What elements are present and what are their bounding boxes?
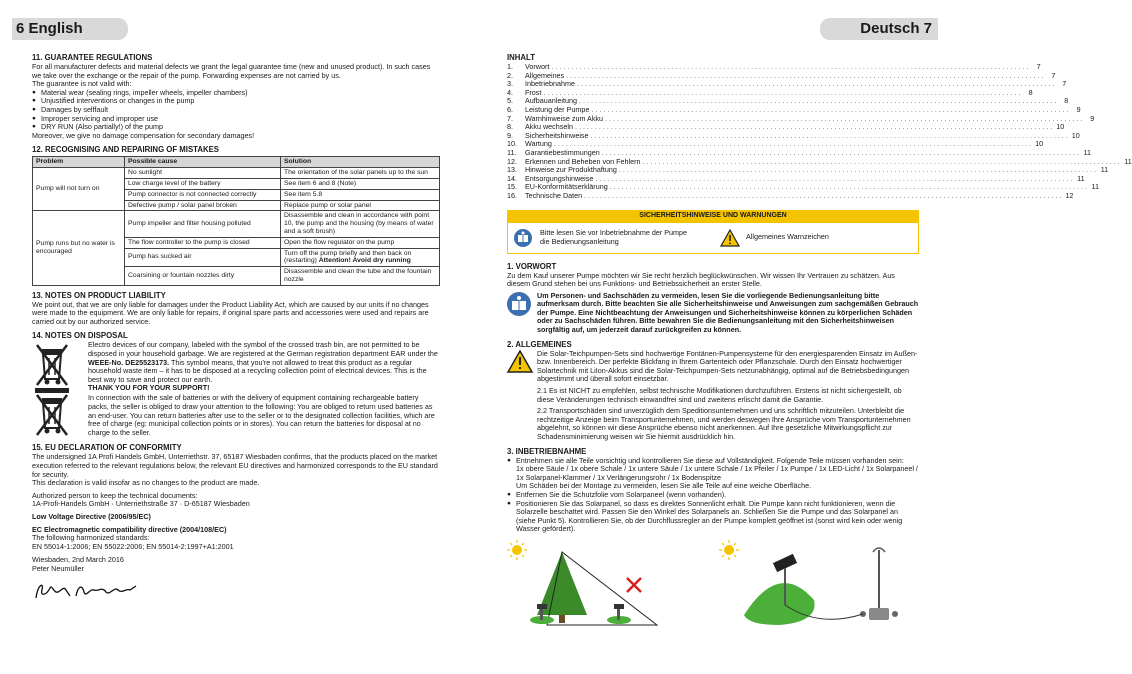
- s2-p3: 2.2 Transportschäden sind unverzüglich dem Speditionsunternehmen und uns schriftlich mitzuteilen. Unterbleibt die rechtzeitige Anzeige beim Transportunternehmen, und werden deswegen Ihre Ansprüche vom Transportunternehmen abgelehnt, so können wir diese Ansprüche ebenso nicht anerkennen. Auf Ihre gesetzliche Mitwirkungspflicht zur Schadensminimierung weisen wir Sie hiermit ausdrücklich hin.: [537, 406, 911, 441]
- toc-leader: . . . . . . . . . . . . . . . . . . . . . . . . . . . . . . . . . . . . . . . . . . . . . . . . . . . . . . . . . . . . . . . . . . . . . . . . . . . . . . . . . . . . . . . . . . . . . . . . . . . . . . . . . . . . . . . . . . . . . . . .: [574, 122, 1053, 132]
- signature-image: [32, 580, 142, 602]
- s1-bold: Um Personen- und Sachschäden zu vermeiden, lesen Sie die vorliegende Bedienungsanleitung bitte aufmerksam durch. Bitte beachten Sie alle Sicherheitshinweise und Anweisungen zum sachgemäßen Gebrauch der Pumpe. Eine Nichtbeachtung der Anweisungen und Sicherheitshinweise können zu körperlichen Schäden oder zu Sachschäden führen. Bitte bewahren Sie die Bedienungsanleitung mit den Sicherheitshinweisen sorgfältig auf, um jederzeit darauf zurückgreifen zu können.: [537, 290, 919, 335]
- table-of-contents: [507, 62, 1132, 201]
- toc-number: 5.: [507, 96, 513, 106]
- s3-note: Um Schäden bei der Montage zu vermeiden, lesen Sie alle Teile auf eine weiche Oberfläche.: [516, 481, 812, 491]
- s11-bullet: ● Damages by selffault: [32, 106, 440, 115]
- toc-title: Sicherheitshinweise: [525, 130, 589, 140]
- illustrations: [507, 540, 919, 630]
- cause-cell: Coarsining or fountain nozzles dirty: [125, 267, 281, 286]
- s15-p1: The undersigned 1A Profi Handels GmbH, Unterriethstr. 37, 65187 Wiesbaden confirms, that the products placed on the market execution referred to the relevant regulations below, the relevant EU directives and harmonized corresponds to the EU standard for security.: [32, 452, 438, 479]
- cause-cell: Pump has sucked air: [125, 248, 281, 267]
- toc-number: 16.: [507, 190, 517, 200]
- s2-p2: 2.1 Es ist NICHT zu empfehlen, selbst technische Modifikationen durchzuführen. Erstens ist nicht sichergestellt, ob diese Veränderungen technisch einwandfrei sind und zweitens erlischt damit die Garantie.: [537, 386, 902, 404]
- section-14-title: 14. NOTES ON DISPOSAL: [32, 331, 128, 341]
- inhalt-title: INHALT: [507, 53, 536, 62]
- toc-page: 11: [1091, 182, 1099, 192]
- read-manual-icon: [514, 229, 532, 247]
- toc-page: 10: [1071, 130, 1080, 140]
- toc-title: Technische Daten: [525, 190, 583, 200]
- s11-line-3: The guarantee is not valid with:: [32, 79, 132, 89]
- toc-title: Inbetriebnahme: [525, 79, 575, 89]
- toc-number: 1.: [507, 62, 513, 71]
- toc-number: 6.: [507, 104, 513, 114]
- solution-cell: See item 6 and 8 (Note): [281, 178, 440, 189]
- place-date: Wiesbaden, 2nd March 2016: [32, 555, 124, 565]
- toc-leader: . . . . . . . . . . . . . . . . . . . . . . . . . . . . . . . . . . . . . . . . . . . . . . . . . . . . . . . . . . . . . . . . . . . . . . . . . . . . . . . . . . . . . . . . . . . . . . . . . . . . . . . . . . . . . . . . . . . . . . . .: [543, 87, 1021, 97]
- toc-page: 7: [1062, 79, 1067, 89]
- problem-cell: Pump will not turn on: [33, 168, 125, 211]
- toc-page: 8: [1028, 87, 1033, 97]
- s11-bullet: ● Improper servicing and improper use: [32, 115, 440, 124]
- toc-number: 12.: [507, 156, 517, 166]
- table-row: [33, 211, 440, 237]
- thank-you: THANK YOU FOR YOUR SUPPORT!: [88, 383, 210, 393]
- solution-cell: See item 5.8: [281, 189, 440, 200]
- th-problem: Problem: [33, 157, 125, 168]
- toc-title: Allgemeines: [525, 70, 565, 80]
- disposal-battery: [32, 394, 440, 438]
- warning-text: Allgemeines Warnzeichen: [746, 232, 829, 242]
- cross-icon: [627, 578, 641, 592]
- solution-cell: The orientation of the solar panels up to the sun: [281, 168, 440, 179]
- section-11-title: 11. GUARANTEE REGULATIONS: [32, 53, 153, 62]
- s3-b1: Entnehmen sie alle Teile vorsichtig und kontrollieren Sie diese auf Vollständigkeit. Folgende Teile müssen vorhanden sein:: [516, 455, 904, 465]
- header-page-left: 6 English: [12, 18, 128, 40]
- s15-p2: This declaration is valid insofar as no changes to the product are made.: [32, 478, 260, 488]
- s11-footer: Moreover, we give no damage compensation for secondary damages!: [32, 130, 255, 140]
- toc-leader: . . . . . . . . . . . . . . . . . . . . . . . . . . . . . . . . . . . . . . . . . . . . . . . . . . . . . . . . . . . . . . . . . . . . . . . . . . . . . . . . . . . . . . . . . . . . . . . . . . . . . . . . . . . . . . . . . . . . . . . .: [551, 62, 1029, 71]
- toc-number: 9.: [507, 130, 513, 140]
- read-manual-icon: [507, 292, 531, 316]
- table-header-row: [33, 157, 440, 168]
- toc-number: 11.: [507, 147, 517, 157]
- cause-cell: Pump connector is not connected correctly: [125, 189, 281, 200]
- section-12-title: 12. RECOGNISING AND REPAIRING OF MISTAKES: [32, 145, 219, 155]
- cause-cell: Low charge level of the battery: [125, 178, 281, 189]
- toc-title: Leistung der Pumpe: [525, 104, 590, 114]
- solution-cell: Replace pump or solar panel: [281, 200, 440, 211]
- s3-b3: ● Positionieren Sie das Solarpanel, so dass es direktes Sonnenlicht erhält. Die Pumpe kann nicht funktionieren, wenn die Solarzelle beschattet wird. Passen Sie den Winkel des Solarpanels an. Schließen Sie die Pumpe und das Solarpanel an (siehe Punkt 5). Kontrollieren Sie, ob der Durchflussregler an der Pumpe komplett geöffnet ist (sonst wird kein oder wenig Wasser gefördert).: [507, 500, 919, 534]
- read-manual-text: Bitte lesen Sie vor Inbetriebnahme der Pumpe die Bedienungsanleitung: [540, 227, 688, 246]
- s11-bullets: [32, 89, 440, 132]
- disposal-p1: Electro devices of our company, labeled with the symbol of the crossed trash bin, are not permitted to be disposed in your household garbage. We are registered at the German registration department EAR under the: [88, 340, 438, 359]
- cause-cell: Defective pump / solar panel broken: [125, 200, 281, 211]
- english-column: [32, 48, 440, 604]
- sun-icon: [719, 540, 739, 560]
- disposal-p1-rest: This symbol means, that you're not allowed to treat this product as a regular household waste item – it has to be disposed at a recycling collection point of electrical devices. This is the best way to save and protect our earth.: [88, 357, 427, 384]
- toc-page: 11: [1124, 156, 1132, 166]
- toc-number: 7.: [507, 113, 513, 123]
- section-13-title: 13. NOTES ON PRODUCT LIABILITY: [32, 290, 166, 300]
- section-1-title: 1. VORWORT: [507, 261, 557, 271]
- toc-title: Hinweise zur Produkthaftung: [525, 165, 617, 175]
- s15-p4: 1A-Profi-Handels GmbH · Unterriethstraße 37 · D-65187 Wiesbaden: [32, 499, 250, 509]
- signature: [32, 580, 440, 605]
- emc-directive: EC Electromagnetic compatibility directive (2004/108/EC): [32, 524, 227, 534]
- toc-leader: . . . . . . . . . . . . . . . . . . . . . . . . . . . . . . . . . . . . . . . . . . . . . . . . . . . . . . . . . . . . . . . . . . . . . . . . . . . . . . . . . . . . . . . . . . . . . . . . . . . . . . . . . . . . . . . . . . . . . . . .: [609, 182, 1087, 192]
- toc-page: 7: [1051, 70, 1056, 80]
- s1-text: Zu dem Kauf unserer Pumpe möchten wir Sie recht herzlich beglückwünschen. Wir wissen Ihr Vertrauen zu schätzen. Aus diesem Grund stehen bei uns Funktions- und Betriebssicherheit an erster Stelle.: [507, 270, 895, 289]
- toc-page: 9: [1076, 104, 1081, 114]
- section-3-title: 3. INBETRIEBNAHME: [507, 446, 587, 456]
- section-15-title: 15. EU DECLARATION OF CONFORMITY: [32, 443, 182, 453]
- solution-warning: Attention! Avoid dry running: [318, 257, 411, 265]
- crossed-bin-icon: [32, 341, 72, 393]
- cause-cell: No sunlight: [125, 168, 281, 179]
- toc-page: 10: [1035, 139, 1044, 149]
- deutsch-column: [507, 48, 1132, 630]
- weee-number: WEEE-No. DE25523173.: [88, 357, 170, 367]
- toc-leader: . . . . . . . . . . . . . . . . . . . . . . . . . . . . . . . . . . . . . . . . . . . . . . . . . . . . . . . . . . . . . . . . . . . . . . . . . . . . . . . . . . . . . . . . . . . . . . . . . . . . . . . . . . . . . . . . . . . . . . . .: [553, 139, 1032, 149]
- table-row: [33, 168, 440, 179]
- toc-leader: . . . . . . . . . . . . . . . . . . . . . . . . . . . . . . . . . . . . . . . . . . . . . . . . . . . . . . . . . . . . . . . . . . . . . . . . . . . . . . . . . . . . . . . . . . . . . . . . . . . . . . . . . . . . . . . . . . . . . . . .: [590, 130, 1068, 140]
- ground-area: [744, 583, 815, 625]
- toc-title: EU-Konformitätserklärung: [525, 182, 608, 192]
- toc-title: Entsorgungshinweise: [525, 173, 594, 183]
- s11-bullet: ● DRY RUN (Also partially!) of the pump: [32, 123, 440, 132]
- s13-text: We point out, that we are only liable for damages under the Product Liability Act, which are caused by our units if no changes were made to the equipment. We are only liable for repairs, if original spare parts and accessories were used and repairs are carried out by our authorized service.: [32, 299, 429, 326]
- toc-leader: . . . . . . . . . . . . . . . . . . . . . . . . . . . . . . . . . . . . . . . . . . . . . . . . . . . . . . . . . . . . . . . . . . . . . . . . . . . . . . . . . . . . . . . . . . . . . . . . . . . . . . . . . . . . . . . . . . . . . . . .: [566, 70, 1044, 80]
- toc-title: Frost: [525, 87, 542, 97]
- crossed-bin-battery-icon: [32, 394, 72, 438]
- solution-cell: Disassemble and clean in accordance with point 10, the pump and the housing (by means of water and a soft brush): [281, 211, 440, 237]
- toc-title: Akku wechseln: [525, 122, 573, 132]
- setup-illustration: [719, 540, 919, 630]
- toc-title: Erkennen und Beheben von Fehlern: [525, 156, 641, 166]
- s3-bullets: [507, 457, 919, 534]
- s2-block: [507, 350, 919, 442]
- th-solution: Solution: [281, 157, 440, 168]
- toc-leader: . . . . . . . . . . . . . . . . . . . . . . . . . . . . . . . . . . . . . . . . . . . . . . . . . . . . . . . . . . . . . . . . . . . . . . . . . . . . . . . . . . . . . . . . . . . . . . . . . . . . . . . . . . . . . . . . . . . . . . . .: [591, 104, 1069, 114]
- toc-leader: . . . . . . . . . . . . . . . . . . . . . . . . . . . . . . . . . . . . . . . . . . . . . . . . . . . . . . . . . . . . . . . . . . . . . . . . . . . . . . . . . . . . . . . . . . . . . . . . . . . . . . . . . . . . . . . . . . . . . . . .: [642, 156, 1120, 166]
- s11-bullet: ● Unjustified interventions or changes in the pump: [32, 97, 440, 106]
- s11-line-2: we take over the exchange or the repair of the pump. Forwarding expenses are not carried by us.: [32, 70, 341, 80]
- toc-page: 12: [1065, 190, 1074, 200]
- toc-page: 9: [1090, 113, 1095, 123]
- toc-page: 11: [1083, 147, 1091, 157]
- toc-item: [507, 190, 1074, 201]
- th-cause: Possible cause: [125, 157, 281, 168]
- std-list: EN 55014-1:2006; EN 55022:2006; EN 55014-2:1997+A1:2001: [32, 541, 234, 551]
- troubleshooting-table: [32, 156, 440, 285]
- toc-leader: . . . . . . . . . . . . . . . . . . . . . . . . . . . . . . . . . . . . . . . . . . . . . . . . . . . . . . . . . . . . . . . . . . . . . . . . . . . . . . . . . . . . . . . . . . . . . . . . . . . . . . . . . . . . . . . . . . . . . . . .: [601, 147, 1079, 157]
- toc-page: 10: [1056, 122, 1065, 132]
- toc-number: 8.: [507, 122, 513, 132]
- toc-title: Vorwort: [525, 62, 550, 71]
- solution-cell: [281, 248, 440, 267]
- toc-leader: . . . . . . . . . . . . . . . . . . . . . . . . . . . . . . . . . . . . . . . . . . . . . . . . . . . . . . . . . . . . . . . . . . . . . . . . . . . . . . . . . . . . . . . . . . . . . . . . . . . . . . . . . . . . . . . . . . . . . . . .: [576, 79, 1055, 89]
- toc-page: 7: [1036, 62, 1041, 71]
- toc-page: 8: [1064, 96, 1069, 106]
- std-intro: The following harmonized standards:: [32, 533, 150, 543]
- warning-icon: [720, 229, 740, 247]
- toc-number: 13.: [507, 165, 517, 175]
- toc-title: Garantiebestimmungen: [525, 147, 600, 157]
- s1-notice: [507, 292, 919, 335]
- solar-panel-icon: [607, 604, 631, 624]
- toc-title: Warnhinweise zum Akku: [525, 113, 604, 123]
- toc-number: 14.: [507, 173, 517, 183]
- toc-leader: . . . . . . . . . . . . . . . . . . . . . . . . . . . . . . . . . . . . . . . . . . . . . . . . . . . . . . . . . . . . . . . . . . . . . . . . . . . . . . . . . . . . . . . . . . . . . . . . . . . . . . . . . . . . . . . . . . . . . . . .: [618, 165, 1097, 175]
- header-page-right: Deutsch 7: [820, 18, 938, 40]
- toc-page: 11: [1077, 173, 1085, 183]
- tree-icon: [537, 552, 587, 623]
- toc-number: 15.: [507, 182, 517, 192]
- solution-cell: Disassemble and clean the tube and the fountain nozzle: [281, 267, 440, 286]
- sun-icon: [507, 540, 527, 560]
- disposal-p2: In connection with the sale of batteries or with the delivery of equipment containing rechargeable battery packs, the seller is obliged to draw your attention to the following: You are obliged to return used batteries as an end-user. You can return batteries after use to the seller or to the designated collection facilities, which are free of charge (eg: municipal collection points or in stores). You can return the batteries for disposal at no charge to the seller.: [88, 393, 435, 437]
- solution-text: Turn off the pump briefly and then back on (restarting): [284, 249, 412, 265]
- toc-number: 2.: [507, 70, 513, 80]
- toc-leader: . . . . . . . . . . . . . . . . . . . . . . . . . . . . . . . . . . . . . . . . . . . . . . . . . . . . . . . . . . . . . . . . . . . . . . . . . . . . . . . . . . . . . . . . . . . . . . . . . . . . . . . . . . . . . . . . . . . . . . . .: [578, 96, 1057, 106]
- toc-leader: . . . . . . . . . . . . . . . . . . . . . . . . . . . . . . . . . . . . . . . . . . . . . . . . . . . . . . . . . . . . . . . . . . . . . . . . . . . . . . . . . . . . . . . . . . . . . . . . . . . . . . . . . . . . . . . . . . . . . . . .: [595, 173, 1073, 183]
- s3-b2: ● Entfernen Sie die Schutzfolie vom Solarpaneel (wenn vorhanden).: [507, 491, 919, 500]
- signer-name: Peter Neumüller: [32, 564, 84, 574]
- safety-box: [507, 222, 919, 254]
- toc-title: Wartung: [525, 139, 552, 149]
- warning-icon: [507, 350, 533, 373]
- problem-cell: Pump runs but no water is encouraged: [33, 211, 125, 285]
- s11-line-1: For all manufacturer defects and material defects we grant the legal guarantee time (new and unused product). In such cases: [32, 62, 431, 71]
- s15-p3: Authorized person to keep the technical documents:: [32, 490, 198, 500]
- lvd-directive: Low Voltage Directive (2006/95/EC): [32, 512, 151, 522]
- cause-cell: Pump impeller and filter housing polluted: [125, 211, 281, 237]
- cause-cell: The flow controller to the pump is closed: [125, 237, 281, 248]
- toc-number: 10.: [507, 139, 517, 149]
- toc-title: Aufbauanleitung: [525, 96, 577, 106]
- toc-leader: . . . . . . . . . . . . . . . . . . . . . . . . . . . . . . . . . . . . . . . . . . . . . . . . . . . . . . . . . . . . . . . . . . . . . . . . . . . . . . . . . . . . . . . . . . . . . . . . . . . . . . . . . . . . . . . . . . . . . . . .: [584, 190, 1062, 200]
- s3-parts: 1x obere Säule / 1x obere Schale / 1x untere Säule / 1x untere Schale / 1x Pfeiler / 1x Pumpe / 1x LED-Licht / 1x Solarpaneel / 1x Solarpanel-Klammer / 1x Verlängerungsrohr / 1x Bodenspitze: [516, 464, 918, 482]
- toc-leader: . . . . . . . . . . . . . . . . . . . . . . . . . . . . . . . . . . . . . . . . . . . . . . . . . . . . . . . . . . . . . . . . . . . . . . . . . . . . . . . . . . . . . . . . . . . . . . . . . . . . . . . . . . . . . . . . . . . . . . . .: [605, 113, 1083, 123]
- section-2-title: 2. ALLGEMEINES: [507, 339, 572, 349]
- sun-shade-illustration: [507, 540, 707, 630]
- safety-banner: SICHERHEITSHINWEISE UND WARNUNGEN: [507, 210, 919, 222]
- toc-number: 4.: [507, 87, 513, 97]
- s2-p1: Die Solar-Teichpumpen-Sets sind hochwertige Fontänen-Pumpensysteme für den energiesparenden Einsatz im Außen- bzw. Innenbereich. Der perfekte Blickfang in Ihrem Gartenteich oder Pflanzschale. Durch den Einsatz hochwertiger Solartechnik mit LiIon-Akkus sind die Solar-Teichpumpen-Sets netzunabhängig, optimal auf die Betriebsbedingungen abgestimmt und überall sofort einsetzbar.: [537, 348, 918, 384]
- toc-number: 3.: [507, 79, 513, 89]
- disposal-electro: [32, 341, 440, 393]
- solution-cell: Open the flow regulator on the pump: [281, 237, 440, 248]
- toc-page: 11: [1100, 165, 1109, 175]
- s11-bullet: ● Material wear (sealing rings, impeller wheels, impeller chambers): [32, 89, 440, 98]
